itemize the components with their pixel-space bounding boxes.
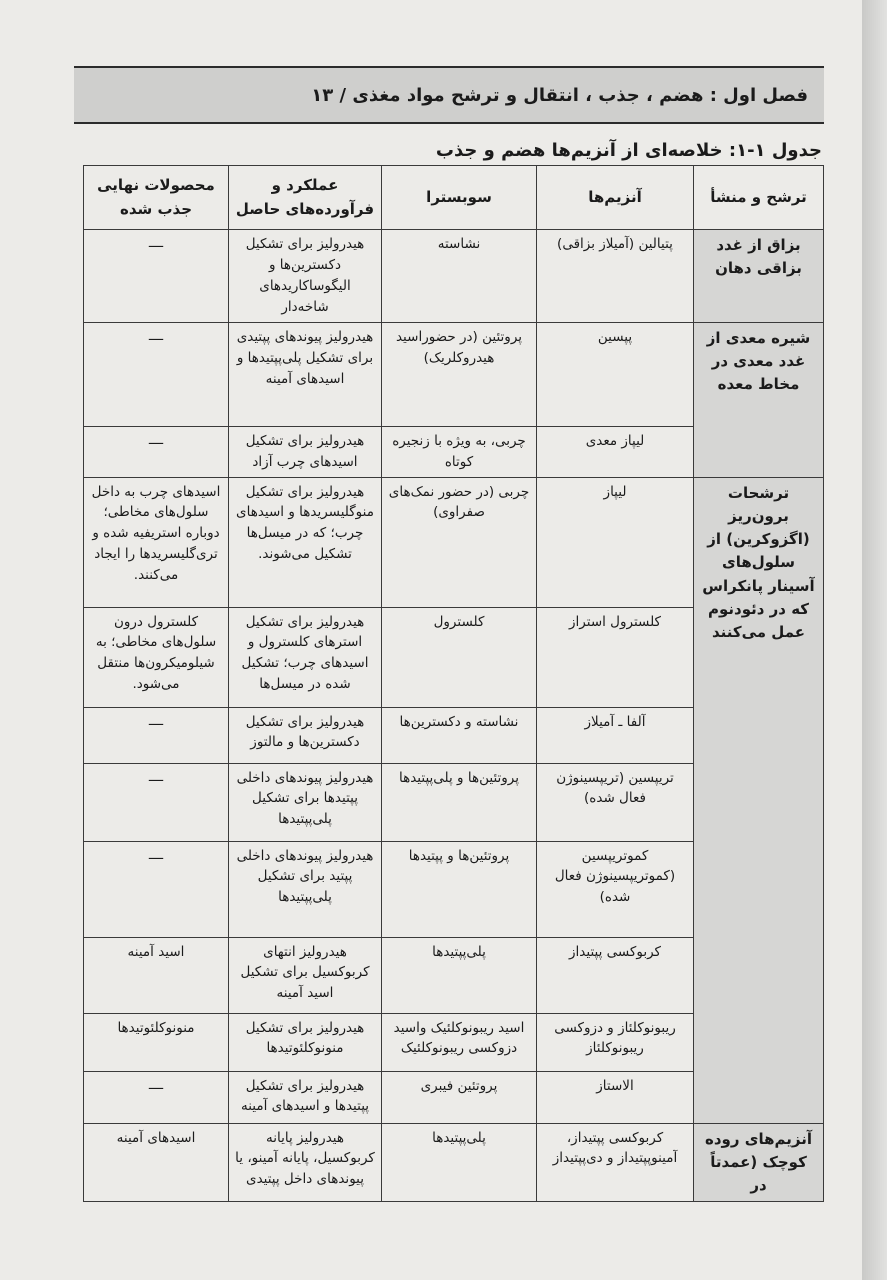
page-header-text: فصل اول : هضم ، جذب ، انتقال و ترشح مواد مغذی / ۱۳: [311, 84, 808, 106]
cell-substrate: پلی‌پپتیدها: [382, 1123, 537, 1202]
cell-substrate: کلسترول: [382, 607, 537, 707]
cell-substrate: نشاسته: [382, 230, 537, 323]
cell-function: هیدرولیز پیوندهای پپتیدی برای تشکیل پلی‌پپتیدها و اسیدهای آمینه: [229, 322, 382, 426]
cell-function: هیدرولیز برای تشکیل استرهای کلسترول و اسیدهای چرب؛ تشکیل شده در میسل‌ها: [229, 607, 382, 707]
header-function: عملکرد و فرآورده‌های حاصل: [229, 166, 382, 230]
cell-enzyme: آلفا ـ آمیلاز: [537, 707, 694, 763]
cell-substrate: نشاسته و دکسترین‌ها: [382, 707, 537, 763]
header-enzymes: آنزیم‌ها: [537, 166, 694, 230]
cell-enzyme: کربوکسی پپتیداز، آمینوپپتیداز و دی‌پپتیداز: [537, 1123, 694, 1202]
cell-enzyme: پتیالین (آمیلاز بزاقی): [537, 230, 694, 323]
cell-substrate: اسید ریبونوکلئیک واسید دزوکسی ریبونوکلئیک: [382, 1013, 537, 1071]
cell-function: هیدرولیز پایانه کربوکسیل، پایانه آمینو، یا پیوندهای داخل پپتیدی: [229, 1123, 382, 1202]
cell-enzyme: الاستاز: [537, 1071, 694, 1123]
cell-function: هیدرولیز پیوندهای داخلی پپتید برای تشکیل پلی‌پپتیدها: [229, 841, 382, 937]
cell-function: هیدرولیز برای تشکیل پپتیدها و اسیدهای آمینه: [229, 1071, 382, 1123]
cell-product: —: [84, 230, 229, 323]
header-origin: ترشح و منشأ: [694, 166, 824, 230]
cell-product: —: [84, 763, 229, 841]
cell-function: هیدرولیز برای تشکیل دکسترین‌ها و مالتوز: [229, 707, 382, 763]
cell-product: —: [84, 322, 229, 426]
origin-saliva: بزاق از غدد بزاقی دهان: [694, 230, 824, 323]
cell-product: —: [84, 1071, 229, 1123]
cell-function: هیدرولیز برای تشکیل منونوکلئوتیدها: [229, 1013, 382, 1071]
cell-product: —: [84, 707, 229, 763]
table-title: جدول ۱-۱: خلاصه‌ای از آنزیم‌ها هضم و جذب: [435, 140, 822, 161]
cell-substrate: پلی‌پپتیدها: [382, 937, 537, 1013]
cell-product: —: [84, 841, 229, 937]
origin-intestine: آنزیم‌های روده کوچک (عمدتاً در: [694, 1123, 824, 1202]
origin-pancreas: ترشحات برون‌ریز (اگزوکرین) از سلول‌های آسینار پانکراس که در دئودنوم عمل می‌کنند: [694, 477, 824, 1123]
cell-substrate: پروتئین‌ها و پلی‌پپتیدها: [382, 763, 537, 841]
origin-gastric: شیره معدی از غدد معدی در مخاط معده: [694, 322, 824, 477]
cell-substrate: چربی، به ویژه با زنجیره کوتاه: [382, 426, 537, 477]
cell-product: اسید آمینه: [84, 937, 229, 1013]
cell-product: —: [84, 426, 229, 477]
table-row: [84, 230, 824, 323]
cell-function: هیدرولیز انتهای کربوکسیل برای تشکیل اسید آمینه: [229, 937, 382, 1013]
cell-enzyme: ریبونوکلئاز و دزوکسی ریبونوکلئاز: [537, 1013, 694, 1071]
table-header-row: [84, 166, 824, 230]
cell-product: منونوکلئوتیدها: [84, 1013, 229, 1071]
cell-enzyme: کربوکسی پپتیداز: [537, 937, 694, 1013]
cell-product: اسیدهای آمینه: [84, 1123, 229, 1202]
cell-product: اسیدهای چرب به داخل سلول‌های مخاطی؛ دوباره استریفیه شده و تری‌گلیسریدها را ایجاد می‌کنند.: [84, 477, 229, 607]
cell-product: کلسترول درون سلول‌های مخاطی؛ به شیلومیکرون‌ها منتقل می‌شود.: [84, 607, 229, 707]
cell-enzyme: لیپاز: [537, 477, 694, 607]
cell-enzyme: پپسین: [537, 322, 694, 426]
page-header: [74, 66, 824, 124]
cell-enzyme: کلسترول استراز: [537, 607, 694, 707]
cell-enzyme: لیپاز معدی: [537, 426, 694, 477]
cell-function: هیدرولیز برای تشکیل اسیدهای چرب آزاد: [229, 426, 382, 477]
cell-function: هیدرولیز برای تشکیل منوگلیسریدها و اسیدهای چرب؛ که در میسل‌ها تشکیل می‌شوند.: [229, 477, 382, 607]
cell-function: هیدرولیز برای تشکیل دکسترین‌ها و الیگوساکاریدهای شاخه‌دار: [229, 230, 382, 323]
cell-function: هیدرولیز پیوندهای داخلی پپتیدها برای تشکیل پلی‌پپتیدها: [229, 763, 382, 841]
cell-enzyme: تریپسین (تریپسینوژن فعال شده): [537, 763, 694, 841]
table-row: [84, 1123, 824, 1202]
table-row: [84, 322, 824, 426]
cell-enzyme: کموتریپسین (کموتریپسینوژن فعال شده): [537, 841, 694, 937]
cell-substrate: پروتئین فیبری: [382, 1071, 537, 1123]
page-edge: [862, 0, 887, 1280]
table-row: [84, 477, 824, 607]
cell-substrate: پروتئین‌ها و پپتیدها: [382, 841, 537, 937]
cell-substrate: پروتئین (در حضوراسید هیدروکلریک): [382, 322, 537, 426]
header-substrate: سوبسترا: [382, 166, 537, 230]
cell-substrate: چربی (در حضور نمک‌های صفراوی): [382, 477, 537, 607]
header-products: محصولات نهایی جذب شده: [84, 166, 229, 230]
enzyme-table: [83, 165, 824, 1202]
